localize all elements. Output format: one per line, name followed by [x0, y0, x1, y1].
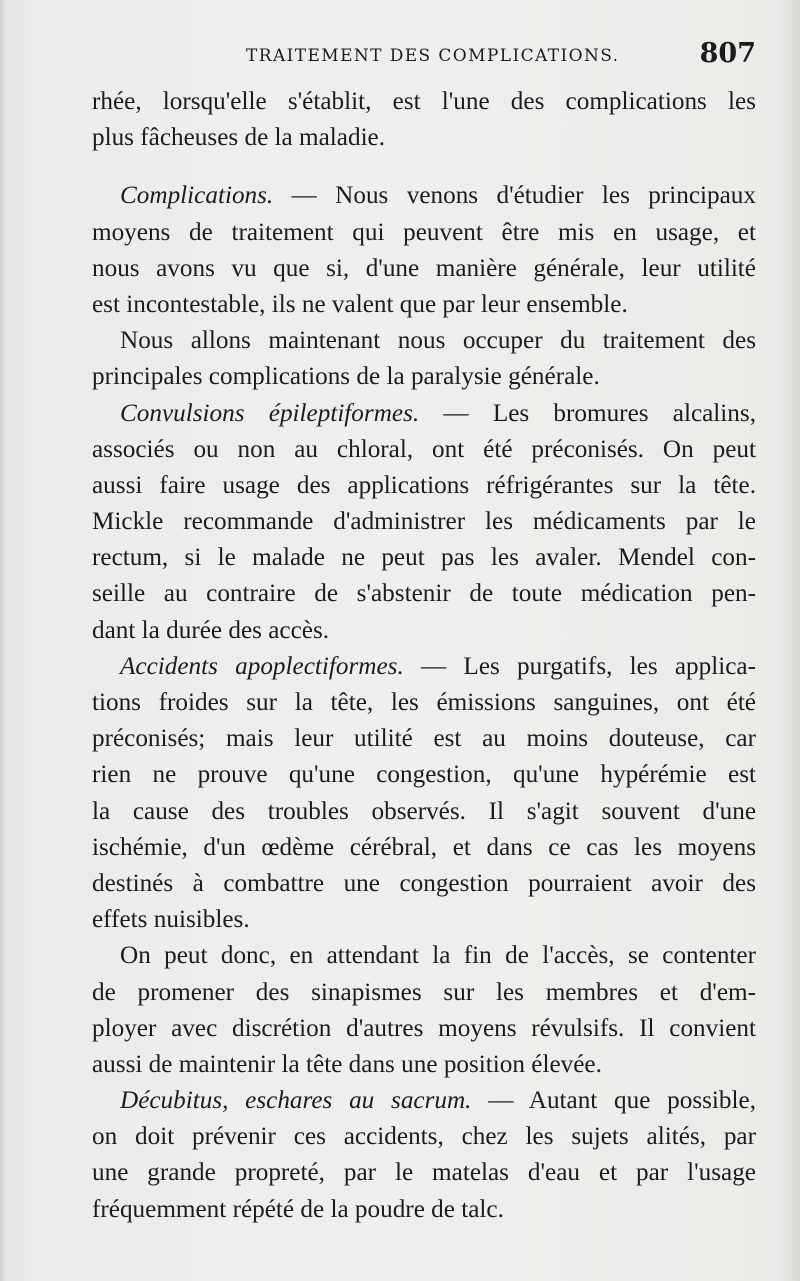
text-line: associés ou non au chloral, ont été préconisés. On peut — [92, 435, 756, 463]
section-heading-line: Convulsions épileptiformes. — Les bromures alcalins, — [120, 399, 756, 427]
text-line: effets nuisibles. — [92, 906, 250, 934]
section-heading-apoplectiformes: Accidents apoplectiformes. — [120, 652, 404, 680]
text-line: dant la durée des accès. — [92, 616, 330, 644]
section-heading-line: Décubitus, eschares au sacrum. — Autant que possible, — [120, 1087, 756, 1115]
text-line: Mickle recommande d'administrer les médicaments par le — [92, 508, 756, 536]
text-line: on doit prévenir ces accidents, chez les sujets alités, par — [92, 1123, 756, 1151]
text-line: plus fâcheuses de la maladie. — [92, 124, 386, 152]
text-line: rien ne prouve qu'une congestion, qu'une hypérémie est — [92, 761, 756, 789]
section-heading-decubitus: Décubitus, eschares au sacrum. — [120, 1087, 472, 1115]
body-text — [92, 84, 756, 1228]
text-line: est incontestable, ils ne valent que par leur ensemble. — [92, 290, 628, 318]
text-line: On peut donc, en attendant la fin de l'accès, se contenter — [120, 942, 756, 970]
text-line: ployer avec discrétion d'autres moyens révulsifs. Il convient — [92, 1014, 756, 1042]
text-line: Nous allons maintenant nous occuper du traitement des — [120, 327, 756, 355]
text-line: la cause des troubles observés. Il s'agit souvent d'une — [92, 797, 756, 825]
section-heading-line: Accidents apoplectiformes. — Les purgatifs, les applica- — [120, 652, 756, 680]
section-heading-line: Complications. — Nous venons d'étudier les principaux — [120, 182, 756, 210]
text-line: tions froides sur la tête, les émissions sanguines, ont été — [92, 689, 756, 716]
text-line: fréquemment répété de la poudre de talc. — [92, 1195, 504, 1223]
text-line: principales complications de la paralysie générale. — [92, 363, 600, 391]
text-line: seille au contraire de s'abstenir de toute médication pen- — [92, 580, 756, 608]
page-header — [92, 38, 756, 78]
text-line: de promener des sinapismes sur les membres et d'em- — [92, 978, 756, 1006]
text-line: aussi de maintenir la tête dans une position élevée. — [92, 1050, 602, 1078]
text-line: préconisés; mais leur utilité est au moins douteuse, car — [92, 725, 756, 753]
section-heading-complications: Complications. — [120, 182, 274, 210]
page-number: 807 — [699, 38, 756, 69]
text-line: ischémie, d'un œdème cérébral, et dans ce cas les moyens — [92, 833, 756, 861]
section-heading-convulsions: Convulsions épileptiformes. — [120, 399, 420, 427]
text-line: destinés à combattre une congestion pourraient avoir des — [92, 869, 756, 897]
text-line: une grande propreté, par le matelas d'eau et par l'usage — [92, 1159, 756, 1187]
running-title: TRAITEMENT DES COMPLICATIONS. — [246, 46, 620, 66]
text-line: nous avons vu que si, d'une manière générale, leur utilité — [92, 254, 756, 282]
text-line: rectum, si le malade ne peut pas les avaler. Mendel con- — [92, 544, 756, 572]
text-line: rhée, lorsqu'elle s'établit, est l'une des complications les — [92, 88, 756, 115]
text-line: aussi faire usage des applications réfrigérantes sur la tête. — [92, 471, 756, 499]
text-line: moyens de traitement qui peuvent être mis en usage, et — [92, 218, 756, 246]
